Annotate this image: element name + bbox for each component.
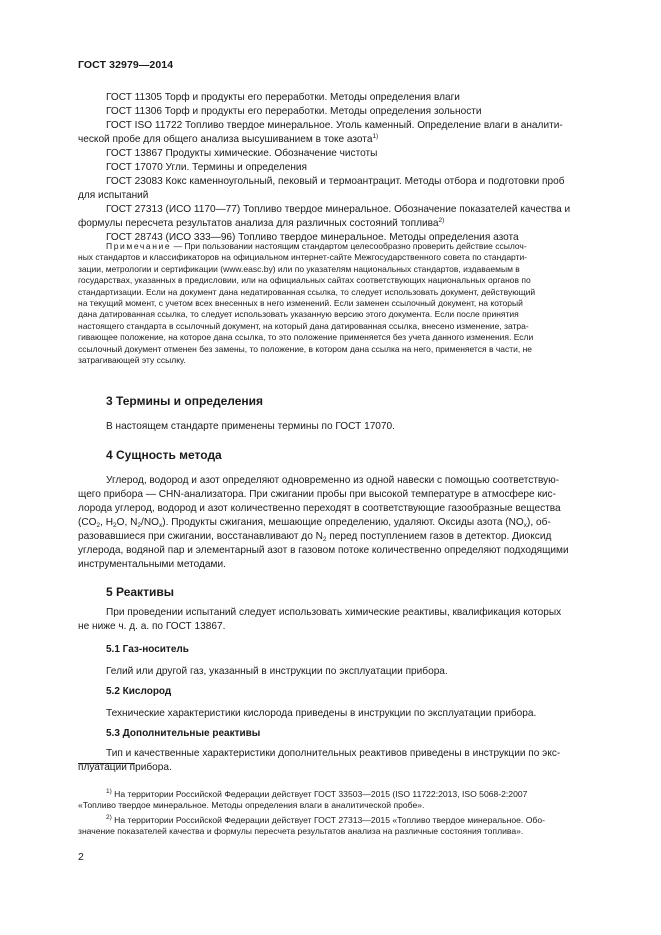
page-number: 2 (78, 851, 84, 863)
note-line: затрагивающей эту ссылку. (78, 355, 186, 366)
ref-item-cont: для испытаний (78, 190, 149, 201)
paragraph-line: ($CO_2$, $H_2O$, $N_2/NO_x$). Продукты сжигания, мешающие определению, удаляют. Оксиды азота $(NO_x)$, об- (78, 517, 551, 529)
footnote-marker: 1) (372, 133, 379, 140)
references-list (78, 91, 614, 244)
paragraph-line: инструментальными методами. (78, 559, 226, 570)
section-4-title: 4 Сущность метода (106, 448, 222, 462)
note-line: дана датированная ссылка, то следует использовать указанную версию этого документа. Если после принятия (78, 309, 519, 320)
ref-item: ГОСТ 28743 (ИСО 333—96) Топливо твердое минеральное. Методы определения азота (106, 232, 519, 243)
note-block (78, 241, 614, 366)
footnote-1: $^{1)}$ На территории Российской Федерации действует ГОСТ 33503—2015 (ISO 11722:2013, ISO 5068-2:2007 «Топливо твердое минеральное. Методы определения влаги в аналитической пробе». (78, 788, 528, 811)
subsection-5-1-title: 5.1 Газ-носитель (106, 644, 189, 655)
section-3-text: В настоящем стандарте применены термины по ГОСТ 17070. (106, 421, 395, 432)
paragraph-line: Тип и качественные характеристики дополнительных реактивов приведены в инструкции по экс- (106, 748, 561, 759)
paragraph-line: Углерод, водород и азот определяют одновременно из одной навески с помощью соответствую- (106, 475, 560, 486)
note-label: Примечание (106, 241, 172, 251)
ref-item: ГОСТ ISO 11722 Топливо твердое минеральное. Уголь каменный. Определение влаги в аналити- (106, 120, 563, 131)
paragraph-line: лорода углерод, водород и азот количественно переходят в соответствующие газообразные вещества (78, 503, 561, 514)
note-line: государствах, указанных в предисловии, или на официальных сайтах соответствующих национальных органов по (78, 275, 531, 286)
ref-item: ГОСТ 23083 Кокс каменноугольный, пековый и термоантрацит. Методы отбора и подготовки проб (106, 176, 565, 187)
paragraph-line: углерода, водяной пар и элементарный азот в газовом потоке количественно определяют подходящими (78, 545, 569, 556)
note-line: гивающее положение, на которое дана ссылка, то это положение применяется без учета данного изменения. Если (78, 332, 534, 343)
subsection-5-1-text: Гелий или другой газ, указанный в инструкции по эксплуатации прибора. (106, 666, 448, 677)
note-line: ссылочный документ отменен без замены, то положение, в котором дана ссылка на него, применяется в части, не (78, 343, 533, 354)
section-5-intro (78, 606, 614, 633)
note-line: Примечание — При пользовании настоящим стандартом целесообразно проверить действие ссылоч- (106, 241, 527, 251)
ref-item-cont: формулы пересчета результатов анализа для различных состояний топлива$^{2)}$ (78, 217, 445, 229)
subsection-5-3-text (78, 747, 614, 774)
paragraph-line: При проведении испытаний следует использовать химические реактивы, квалификация которых (106, 607, 562, 618)
section-4-body (78, 474, 614, 571)
note-line: на текущий момент, с учетом всех внесенных в него изменений. Если заменен ссылочный документ, на который (78, 298, 523, 309)
footnote-marker: 2) (438, 217, 445, 224)
subsection-5-3-title: 5.3 Дополнительные реактивы (106, 728, 261, 739)
paragraph-line: плуатации прибора. (78, 762, 172, 773)
note-line: зации, метрологии и сертификации (www.easc.by) или по указателям национальных стандартов, издаваемым в (78, 263, 520, 274)
ref-item: ГОСТ 17070 Угли. Термины и определения (106, 162, 308, 173)
ref-item: ГОСТ 11306 Торф и продукты его переработки. Методы определения зольности (106, 106, 482, 117)
paragraph-line: щего прибора — CHN-анализатора. При сжигании пробы при высокой температуре в атмосфере кис- (78, 489, 556, 500)
document-header: ГОСТ 32979—2014 (78, 59, 174, 71)
paragraph-line: не ниже ч. д. а. по ГОСТ 13867. (78, 621, 226, 632)
footnote-divider (78, 763, 135, 764)
ref-item: ГОСТ 13867 Продукты химические. Обозначение чистоты (106, 148, 378, 159)
ref-item: ГОСТ 27313 (ИСО 1170—77) Топливо твердое минеральное. Обозначение показателей качества и (106, 204, 571, 215)
section-3-title: 3 Термины и определения (106, 394, 264, 408)
paragraph-line: разовавшиеся при сжигании, восстанавливают до $N_2$ перед поступлением газов в детектор. Диоксид (78, 531, 552, 543)
footnote-2: $^{2)}$ На территории Российской Федерации действует ГОСТ 27313—2015 «Топливо твердое минеральное. Обо- значение показателей качества и формулы пересчета результатов анализа на различные состояния топлива». (78, 814, 545, 837)
subsection-5-2-title: 5.2 Кислород (106, 686, 172, 697)
ref-item-cont: ческой пробе для общего анализа высушиванием в токе азота$^{1)}$ (78, 133, 379, 145)
section-5-title: 5 Реактивы (106, 585, 174, 599)
ref-item: ГОСТ 11305 Торф и продукты его переработки. Методы определения влаги (106, 92, 460, 103)
note-line: ных стандартов и классификаторов на официальном интернет-сайте Межгосударственного совета по стандарти- (78, 252, 528, 263)
note-line: стандартизации. Если на документ дана недатированная ссылка, то следует использовать документ, действующий (78, 286, 536, 297)
note-line: настоящего стандарта в ссылочный документ, на который дана датированная ссылка, внесено изменение, затра- (78, 320, 529, 331)
subsection-5-2-text: Технические характеристики кислорода приведены в инструкции по эксплуатации прибора. (106, 708, 537, 719)
